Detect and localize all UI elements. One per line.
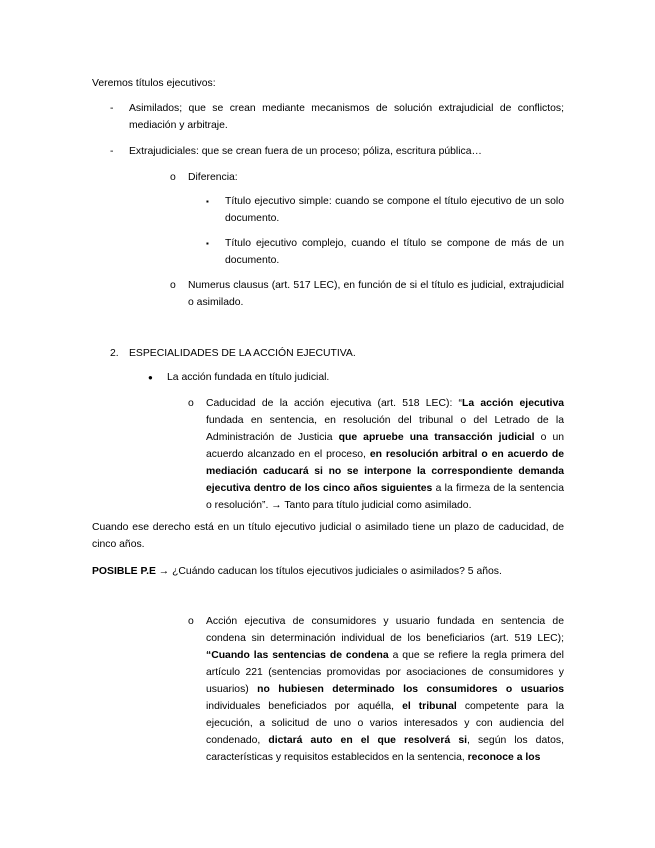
circle-marker: o: [188, 398, 194, 409]
square-bullet-icon: ▪: [206, 239, 209, 248]
posible-examen-line: POSIBLE P.E → ¿Cuándo caducan los títulos ejecutivos judiciales o asimilados? 5 años.: [92, 566, 502, 577]
circle-marker: o: [188, 616, 194, 627]
consumidores-paragraph: Acción ejecutiva de consumidores y usuario fundada en sentencia de condena sin determinación individual de los beneficiarios (art. 519 LEC); “Cuando las sentencias de condena a que se refiere la regla primera del artículo 221 (sentencias promovidas por asociaciones de consumidores y usuarios) no hubiesen determinado los consumidores o usuarios individuales beneficiados por aquélla, el tribunal competente para la ejecución, a solicitud de uno o varios interesados y con audiencia del condenado, dictará auto en el que resolverá si, según los datos, características y requisitos establecidos en la sentencia, reconoce a los: [206, 616, 565, 763]
caducidad-paragraph: Caducidad de la acción ejecutiva (art. 518 LEC): “La acción ejecutiva fundada en sentencia, en resolución del tribunal o del Letrado de la Administración de Justicia que apruebe una transacción judicial o un acuerdo alcanzado en el proceso, en resolución arbitral o en acuerdo de mediación caducará si no se interpone la correspondiente demanda ejecutiva dentro de los cinco años siguientes a la firmeza de la sentencia o resolución”. → Tanto para título judicial como asimilado.: [206, 398, 565, 511]
sub-item-complejo: Título ejecutivo complejo, cuando el título se compone de más de un documento.: [225, 238, 564, 266]
dash-marker: -: [110, 146, 114, 157]
dash-marker: -: [110, 103, 114, 114]
circle-marker: o: [170, 172, 176, 183]
list-item-asimilados: Asimilados; que se crean mediante mecanismos de solución extrajudicial de conflictos; mediación y arbitraje.: [129, 103, 564, 131]
sub-item-diferencia: Diferencia:: [188, 172, 238, 183]
square-bullet-icon: ▪: [206, 197, 209, 206]
list-item-extrajudiciales: Extrajudiciales: que se crean fuera de un proceso; póliza, escritura pública…: [129, 146, 482, 157]
plazo-paragraph: Cuando ese derecho está en un título ejecutivo judicial o asimilado tiene un plazo de caducidad, de cinco años.: [92, 522, 564, 550]
intro-line: Veremos títulos ejecutivos:: [92, 78, 216, 89]
sub-item-simple: Título ejecutivo simple: cuando se compone el título ejecutivo de un solo documento.: [225, 196, 564, 224]
bullet-icon: ●: [148, 373, 153, 382]
circle-marker: o: [170, 280, 176, 291]
sub-item-numerus: Numerus clausus (art. 517 LEC), en función de si el título es judicial, extrajudicial o asimilado.: [188, 280, 564, 308]
section-heading: ESPECIALIDADES DE LA ACCIÓN EJECUTIVA.: [129, 348, 356, 359]
bullet-judicial: La acción fundada en título judicial.: [167, 372, 330, 383]
section-number: 2.: [110, 348, 119, 359]
